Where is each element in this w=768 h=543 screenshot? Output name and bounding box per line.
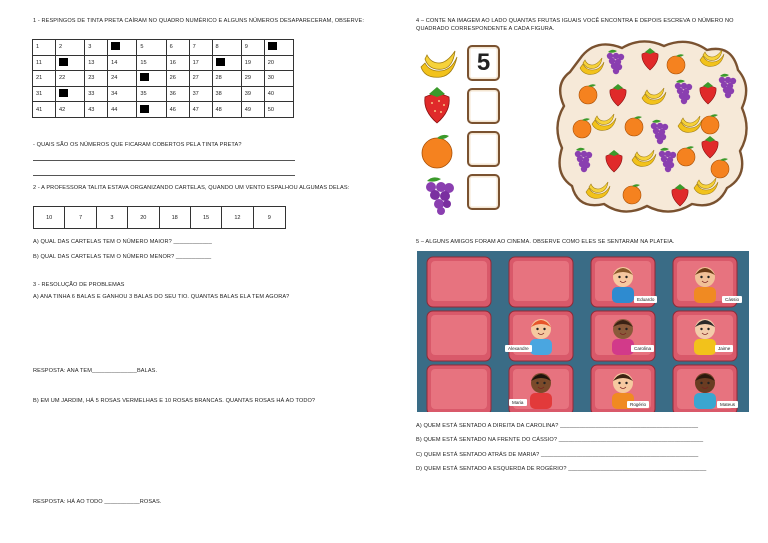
number-card: 12 [222,207,253,228]
ink-blot [137,102,166,118]
grid-cell: 3 [85,40,108,56]
name-label: Jaime [715,345,733,352]
number-card: 3 [97,207,128,228]
grid-cell: 15 [137,55,166,71]
banana-icon [421,51,457,77]
strawberry-count-box[interactable] [467,88,500,124]
q5-question-c[interactable]: C) QUEM ESTÁ SENTADO ATRÁS DE MARIA? _________________________________________________ [416,452,699,458]
grid-row [33,55,294,71]
number-grid [32,39,294,118]
grid-cell: 1 [33,40,56,56]
q2-question-a: A) QUAL DAS CARTELAS TEM O NÚMERO MAIOR? ____________ [33,239,212,245]
grid-cell: 38 [212,86,241,102]
fruit-cloud [552,36,752,216]
grid-cell: 9 [241,40,264,56]
grid-cell: 50 [264,102,293,118]
grid-cell: 17 [189,55,212,71]
name-label: Eduardo [634,296,657,303]
q3-question-a: A) ANA TINHA 6 BALAS E GANHOU 3 BALAS DO SEU TIO. QUANTAS BALAS ELA TEM AGORA? [33,294,290,300]
grid-cell: 48 [212,102,241,118]
grid-cell: 23 [85,71,108,87]
grid-cell: 13 [85,55,108,71]
grid-cell: 30 [264,71,293,87]
grid-cell: 36 [166,86,189,102]
cinema-illustration [417,251,749,412]
answer-line[interactable] [33,160,295,161]
grid-cell: 43 [85,102,108,118]
grid-cell: 16 [166,55,189,71]
fruit-legend [417,45,459,215]
grid-row [33,86,294,102]
number-cards [33,206,286,229]
name-label: Alexandre [505,345,532,352]
orange-icon [422,135,452,168]
q5-question-a[interactable]: A) QUEM ESTÁ SENTADO A DIREITA DA CAROLINA? ___________________________________________ [416,423,699,429]
strawberry-icon [425,87,450,123]
q5-question-d[interactable]: D) QUEM ESTÁ SENTADO A ESQUERDA DE ROGÉRIO? ___________________________________________ [416,466,707,472]
q1-instruction: 1 - RESPINGOS DE TINTA PRETA CAÍRAM NO QUADRO NUMÉRICO E ALGUNS NÚMEROS DESAPARECERAM, OBSERVE: [33,18,364,24]
q3-answer-b[interactable]: RESPOSTA: HÁ AO TODO ___________ROSAS. [33,499,162,505]
orange-count-box[interactable] [467,131,500,167]
grid-cell: 5 [137,40,166,56]
grid-cell: 14 [108,55,137,71]
q5-question-b[interactable]: B) QUEM ESTÁ SENTADO NA FRENTE DO CÁSSIO? _____________________________________________ [416,437,704,443]
ink-blot [137,71,166,87]
grid-cell: 22 [55,71,84,87]
q3-answer-a[interactable]: RESPOSTA: ANA TEM______________BALAS. [33,368,158,374]
cinema-seats [417,251,749,412]
grid-cell: 35 [137,86,166,102]
number-card: 9 [267,214,271,221]
grid-cell: 46 [166,102,189,118]
ink-blot [108,40,137,56]
number-card: 18 [160,207,191,228]
name-label: Maria [509,399,527,406]
seat [427,257,491,307]
q3-question-b: B) EM UM JARDIM, HÁ 5 ROSAS VERMELHAS E 10 ROSAS BRANCAS. QUANTAS ROSAS HÁ AO TODO? [33,398,316,404]
grid-cell: 24 [108,71,137,87]
number-card: 10 [34,207,65,228]
grid-cell: 39 [241,86,264,102]
grid-cell: 49 [241,102,264,118]
q4-instruction: 4 – CONTE NA IMAGEM AO LADO QUANTAS FRUTAS IGUAIS VOCÊ ENCONTRA E DEPOIS ESCREVA O NÚMERO NO QUADRADO CORRESPONDENTE A CADA FIGURA. [416,18,734,32]
grapes-count-box[interactable] [467,174,500,210]
grid-cell: 11 [33,55,56,71]
name-label: Carolina [631,345,654,352]
seat [509,257,573,307]
number-card: 15 [191,207,222,228]
grid-cell: 21 [33,71,56,87]
answer-line[interactable] [33,175,295,176]
grapes-icon [426,177,454,215]
grid-row [33,102,294,118]
grid-cell: 33 [85,86,108,102]
ink-blot [55,55,84,71]
grid-cell: 29 [241,71,264,87]
number-card: 20 [128,207,159,228]
grid-cell: 41 [33,102,56,118]
q3-title: 3 - RESOLUÇÃO DE PROBLEMAS [33,282,125,288]
grid-cell: 44 [108,102,137,118]
grid-cell: 20 [264,55,293,71]
grid-cell: 34 [108,86,137,102]
name-label: Rogério [627,401,649,408]
grid-row [33,71,294,87]
grid-row [33,40,294,56]
seat [427,365,491,412]
grid-cell: 6 [166,40,189,56]
q5-instruction: 5 – ALGUNS AMIGOS FORAM AO CINEMA. OBSERVE COMO ELES SE SENTARAM NA PLATEIA. [416,239,675,245]
grid-cell: 19 [241,55,264,71]
number-card: 7 [65,207,96,228]
q2-question-b: B) QUAL DAS CARTELAS TEM O NÚMERO MENOR? ___________ [33,254,212,260]
grid-cell: 8 [212,40,241,56]
grid-cell: 27 [189,71,212,87]
grid-cell: 37 [189,86,212,102]
ink-blot [264,40,293,56]
q1-question: - QUAIS SÃO OS NÚMEROS QUE FICARAM COBERTOS PELA TINTA PRETA? [33,142,242,148]
banana-count-box[interactable]: 5 [467,45,500,81]
seat [427,311,491,361]
grid-cell: 28 [212,71,241,87]
grid-cell: 47 [189,102,212,118]
ink-blot [212,55,241,71]
q2-instruction: 2 - A PROFESSORA TALITA ESTAVA ORGANIZANDO CARTELAS, QUANDO UM VENTO ESPALHOU ALGUMAS DELAS: [33,185,350,191]
grid-cell: 40 [264,86,293,102]
grid-cell: 26 [166,71,189,87]
grid-cell: 42 [55,102,84,118]
grid-cell: 31 [33,86,56,102]
grid-cell: 2 [55,40,84,56]
grid-cell: 7 [189,40,212,56]
name-label: Mateus [717,401,738,408]
ink-blot [55,86,84,102]
name-label: Cássio [722,296,742,303]
